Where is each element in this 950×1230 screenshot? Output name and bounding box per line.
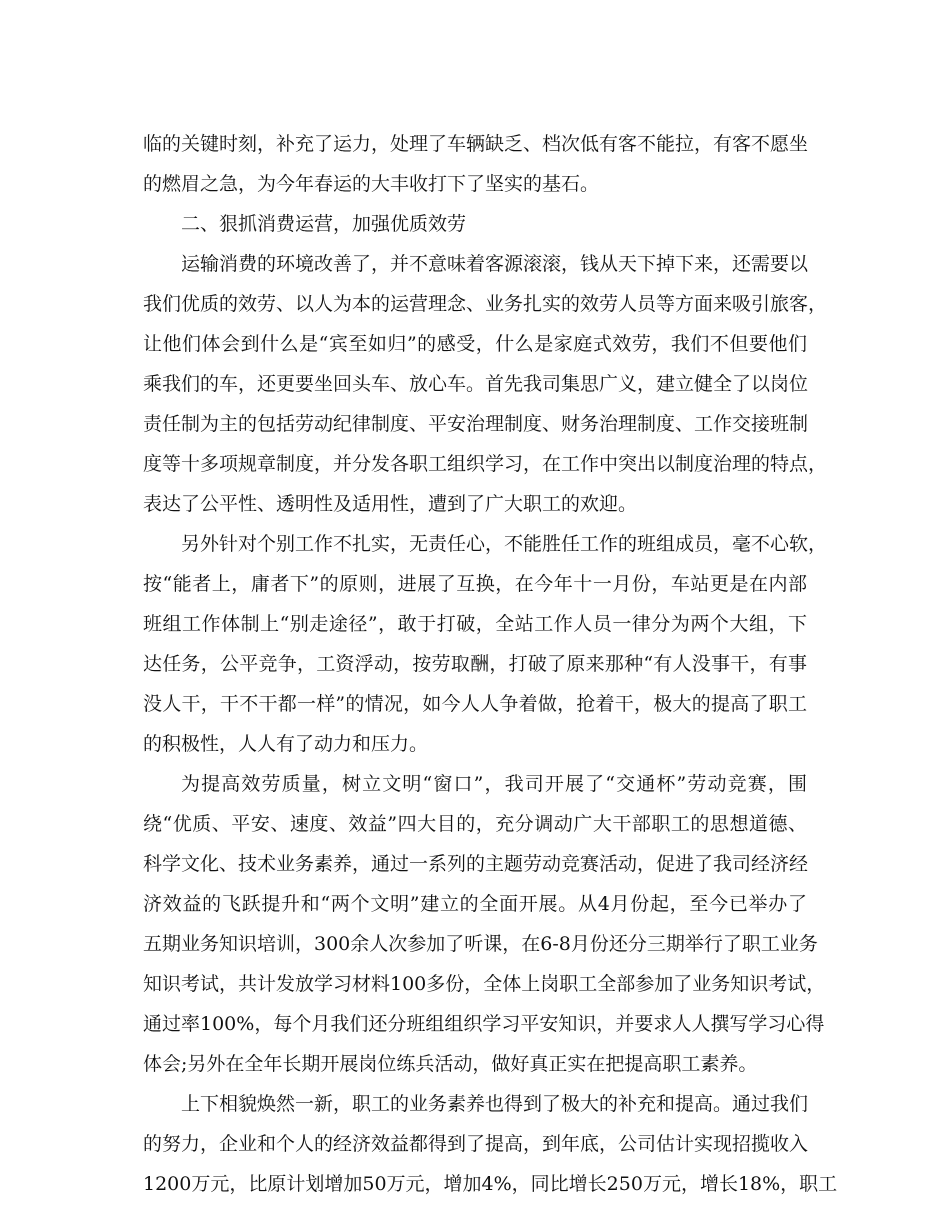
text-line: 达任务，公平竞争，工资浮动，按劳取酬，打破了原来那种“有人没事干，有事	[143, 653, 807, 675]
text-line: 通过率100%，每个月我们还分班组组织学习平安知识，并要求人人撰写学习心得	[143, 1013, 825, 1035]
document-body	[143, 124, 838, 1204]
text-line: 为提高效劳质量，树立文明“窗口”，我司开展了“交通杯”劳动竞赛，围	[181, 773, 807, 795]
text-line: 的燃眉之急，为今年春运的大丰收打下了坚实的基石。	[143, 173, 600, 195]
text-line: 的积极性，人人有了动力和压力。	[143, 733, 429, 755]
text-line: 1200万元，比原计划增加50万元，增加4%，同比增长250万元，增长18%，职工	[143, 1173, 838, 1195]
section-heading: 二、狠抓消费运营，加强优质效劳	[181, 213, 467, 235]
text-line: 绕“优质、平安、速度、效益”四大目的，充分调动广大干部职工的思想道德、	[143, 813, 807, 835]
text-line: 让他们体会到什么是“宾至如归”的感受，什么是家庭式效劳，我们不但要他们	[143, 333, 807, 355]
text-line: 按“能者上，庸者下”的原则，进展了互换，在今年十一月份，车站更是在内部	[143, 573, 807, 595]
text-line: 我们优质的效劳、以人为本的运营理念、业务扎实的效劳人员等方面来吸引旅客，	[143, 293, 828, 315]
text-line: 表达了公平性、透明性及适用性，遭到了广大职工的欢迎。	[143, 493, 638, 515]
text-line: 济效益的飞跃提升和“两个文明”建立的全面开展。从4月份起，至今已举办了	[143, 893, 807, 915]
text-line: 的努力，企业和个人的经济效益都得到了提高，到年底，公司估计实现招揽收入	[143, 1133, 809, 1155]
text-line: 临的关键时刻，补充了运力，处理了车辆缺乏、档次低有客不能拉，有客不愿坐	[143, 133, 809, 155]
text-line: 没人干，干不干都一样”的情况，如今人人争着做，抢着干，极大的提高了职工	[143, 693, 807, 715]
text-line: 知识考试，共计发放学习材料100多份，全体上岗职工全部参加了业务知识考试，	[143, 973, 826, 995]
text-line: 体会;另外在全年长期开展岗位练兵活动，做好真正实在把提高职工素养。	[143, 1053, 758, 1075]
text-line: 乘我们的车，还更要坐回头车、放心车。首先我司集思广义，建立健全了以岗位	[143, 373, 809, 395]
text-line: 班组工作体制上“别走途径”，敢于打破，全站工作人员一律分为两个大组，下	[143, 613, 807, 635]
text-line: 五期业务知识培训，300余人次参加了听课，在6-8月份还分三期举行了职工业务	[143, 933, 818, 955]
text-line: 运输消费的环境改善了，并不意味着客源滚滚，钱从天下掉下来，还需要以	[181, 253, 809, 275]
text-line: 另外针对个别工作不扎实，无责任心，不能胜任工作的班组成员，毫不心软，	[181, 533, 828, 555]
text-line: 责任制为主的包括劳动纪律制度、平安治理制度、财务治理制度、工作交接班制	[143, 413, 809, 435]
text-line: 上下相貌焕然一新，职工的业务素养也得到了极大的补充和提高。通过我们	[181, 1093, 809, 1115]
text-line: 度等十多项规章制度，并分发各职工组织学习，在工作中突出以制度治理的特点，	[143, 453, 828, 475]
text-line: 科学文化、技术业务素养，通过一系列的主题劳动竞赛活动，促进了我司经济经	[143, 853, 809, 875]
